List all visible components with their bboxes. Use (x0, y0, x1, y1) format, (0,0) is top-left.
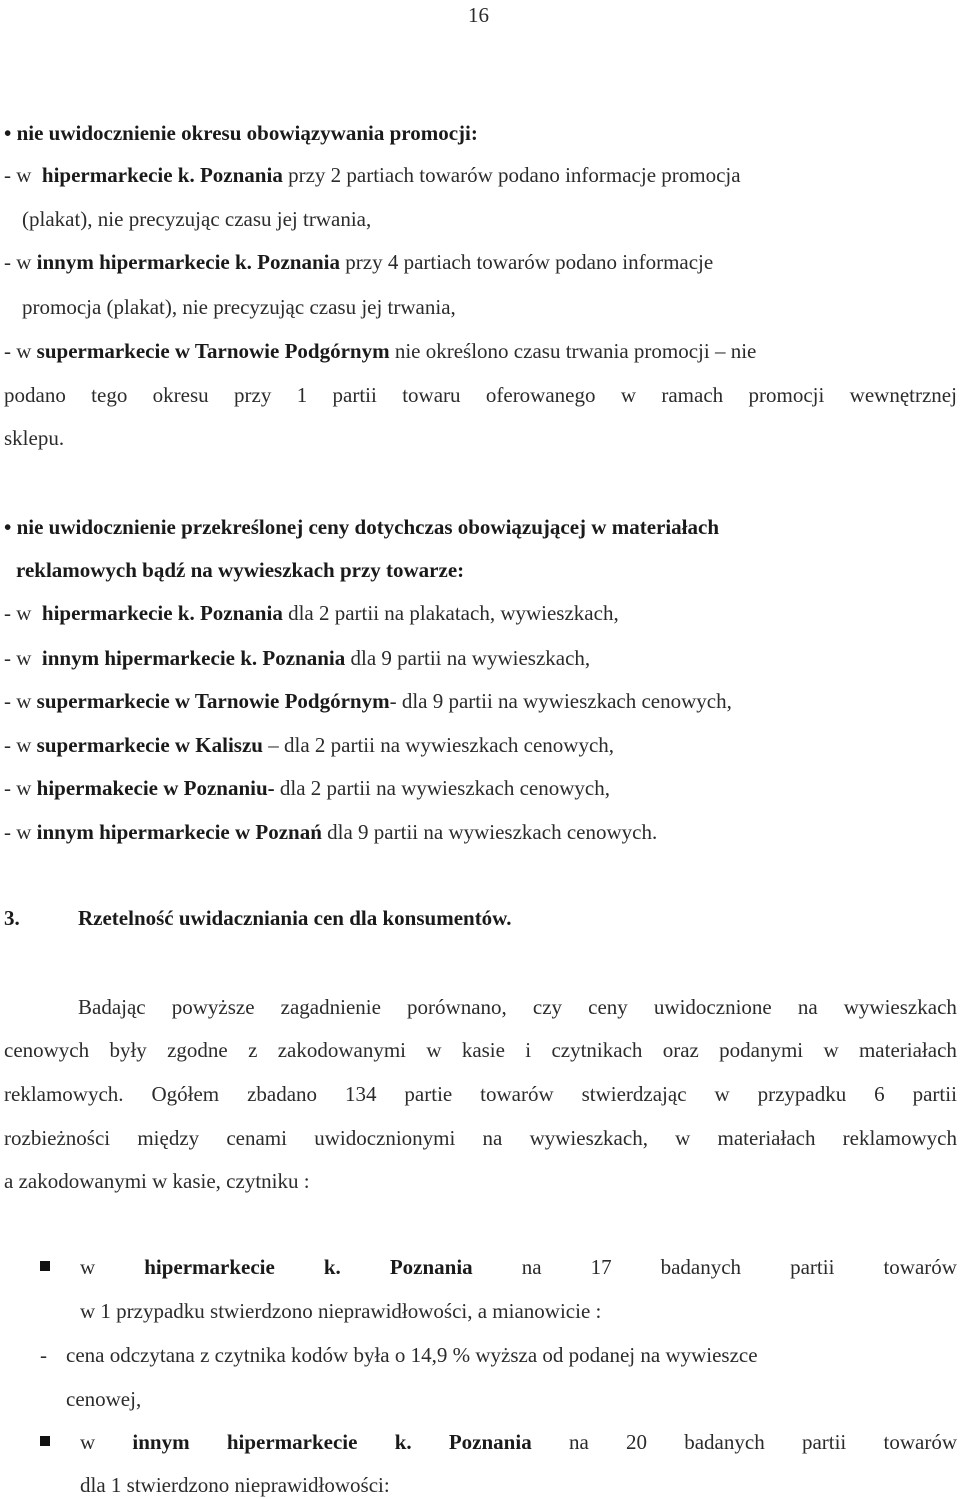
word: zakodowanymi (277, 1038, 407, 1062)
bullet-item-continuation: dla 1 stwierdzono nieprawidłowości: (80, 1473, 390, 1497)
word: w (714, 1082, 730, 1106)
paragraph-line (4, 1081, 957, 1107)
list-item: - w hipermarkecie k. Poznania dla 2 partii na plakatach, wywieszkach, (4, 601, 619, 625)
word: cenowych (4, 1038, 90, 1062)
word: materiałach (717, 1126, 816, 1150)
list-item: - w innym hipermarkecie w Poznań dla 9 partii na wywieszkach cenowych. (4, 820, 658, 844)
word: porównano, (407, 995, 507, 1019)
bullet-item-continuation: w 1 przypadku stwierdzono nieprawidłowości, a mianowicie : (80, 1299, 602, 1323)
bullet-item (80, 1429, 957, 1455)
word: uwidocznione (653, 995, 772, 1019)
list-item: - w supermarkecie w Tarnowie Podgórnym nie określono czasu trwania promocji – nie (4, 339, 757, 363)
word: w (426, 1038, 442, 1062)
word: podano (4, 383, 66, 407)
word: towaru (402, 383, 461, 407)
word: materiałach (858, 1038, 957, 1062)
word: czy (532, 995, 563, 1019)
word: wewnętrznej (849, 383, 957, 407)
word: na (568, 1430, 589, 1454)
word: reklamowych. (4, 1082, 124, 1106)
section-number: 3. (4, 906, 20, 930)
word: ceny (588, 995, 628, 1019)
list-item-continuation: promocja (plakat), nie precyzując czasu jej trwania, (22, 295, 456, 319)
word: ramach (661, 383, 724, 407)
list-item-continuation: (plakat), nie precyzując czasu jej trwania, (22, 207, 372, 231)
word: 134 (344, 1082, 377, 1106)
heading-crossed-price: • nie uwidocznienie przekreślonej ceny dotychczas obowiązującej w materiałach (4, 515, 720, 539)
paragraph-line (78, 994, 957, 1020)
word: w (823, 1038, 839, 1062)
word: między (137, 1126, 200, 1150)
word: okresu (152, 383, 209, 407)
word: z (248, 1038, 258, 1062)
list-item: - w hipermakecie w Poznaniu- dla 2 partii na wywieszkach cenowych, (4, 776, 610, 800)
word: Poznania (448, 1430, 532, 1454)
word: oraz (662, 1038, 699, 1062)
word: partii (332, 383, 377, 407)
list-item: - w supermarkecie w Kaliszu – dla 2 partii na wywieszkach cenowych, (4, 733, 615, 757)
word: oferowanego (485, 383, 596, 407)
list-item-continuation (4, 382, 957, 408)
word: uwidocznionymi (314, 1126, 456, 1150)
dash-marker: - (40, 1343, 47, 1367)
word: towarów (480, 1082, 554, 1106)
heading-crossed-price-cont: reklamowych bądź na wywieszkach przy towarze: (16, 558, 465, 582)
dash-item: cena odczytana z czytnika kodów była o 14,9 % wyższa od podanej na wywieszce (66, 1343, 758, 1367)
word: k. (323, 1255, 341, 1279)
word: zgodne (167, 1038, 228, 1062)
word: badanych (660, 1255, 742, 1279)
word: w (620, 383, 637, 407)
word: 17 (590, 1255, 612, 1279)
word: podanymi (719, 1038, 804, 1062)
word: przypadku (757, 1082, 847, 1106)
word: k. (394, 1430, 412, 1454)
paragraph-line (4, 1125, 957, 1151)
word: partii (790, 1255, 835, 1279)
word: 1 (296, 383, 308, 407)
square-bullet-icon (40, 1436, 50, 1446)
word: wywieszkach, (529, 1126, 648, 1150)
word: promocji (748, 383, 825, 407)
word: na (797, 995, 818, 1019)
word: w (675, 1126, 691, 1150)
word: w (80, 1255, 96, 1279)
word: hipermarkecie (226, 1430, 358, 1454)
word: przy (234, 383, 272, 407)
list-item: - w innym hipermarkecie k. Poznania dla 9 partii na wywieszkach, (4, 646, 591, 670)
word: na (521, 1255, 542, 1279)
list-item: - w hipermarkecie k. Poznania przy 2 partiach towarów podano informacje promocja (4, 163, 741, 187)
word: powyższe (171, 995, 255, 1019)
word: w (80, 1430, 96, 1454)
word: stwierdzając (581, 1082, 687, 1106)
word: zbadano (247, 1082, 318, 1106)
list-item-continuation: sklepu. (4, 426, 65, 450)
word: kasie (461, 1038, 505, 1062)
word: 6 (874, 1082, 885, 1106)
word: towarów (883, 1255, 957, 1279)
word: i (525, 1038, 532, 1062)
word: Ogółem (151, 1082, 220, 1106)
word: 20 (626, 1430, 647, 1454)
list-item: - w innym hipermarkecie k. Poznania przy 4 partiach towarów podano informacje (4, 250, 714, 274)
word: były (109, 1038, 147, 1062)
word: cenami (226, 1126, 287, 1150)
page-number: 16 (468, 3, 489, 27)
dash-item-continuation: cenowej, (66, 1387, 142, 1411)
square-bullet-icon (40, 1261, 50, 1271)
heading-promo-period: • nie uwidocznienie okresu obowiązywania promocji: (4, 121, 478, 145)
word: badanych (684, 1430, 765, 1454)
word: rozbieżności (4, 1126, 111, 1150)
word: partie (404, 1082, 453, 1106)
word: Badając (78, 995, 146, 1019)
word: na (482, 1126, 503, 1150)
bullet-item (80, 1254, 957, 1280)
word: hipermarkecie (144, 1255, 275, 1279)
list-item: - w supermarkecie w Tarnowie Podgórnym- dla 9 partii na wywieszkach cenowych, (4, 689, 732, 713)
word: innym (132, 1430, 190, 1454)
word: wywieszkach (843, 995, 957, 1019)
paragraph-line: a zakodowanymi w kasie, czytniku : (4, 1169, 310, 1193)
word: towarów (883, 1430, 957, 1454)
word: reklamowych (842, 1126, 957, 1150)
word: partii (801, 1430, 847, 1454)
word: zagadnienie (280, 995, 381, 1019)
word: tego (91, 383, 128, 407)
word: Poznania (389, 1255, 473, 1279)
word: partii (912, 1082, 957, 1106)
paragraph-line (4, 1037, 957, 1063)
section-title: Rzetelność uwidaczniania cen dla konsumentów. (78, 906, 512, 930)
word: czytnikach (551, 1038, 643, 1062)
